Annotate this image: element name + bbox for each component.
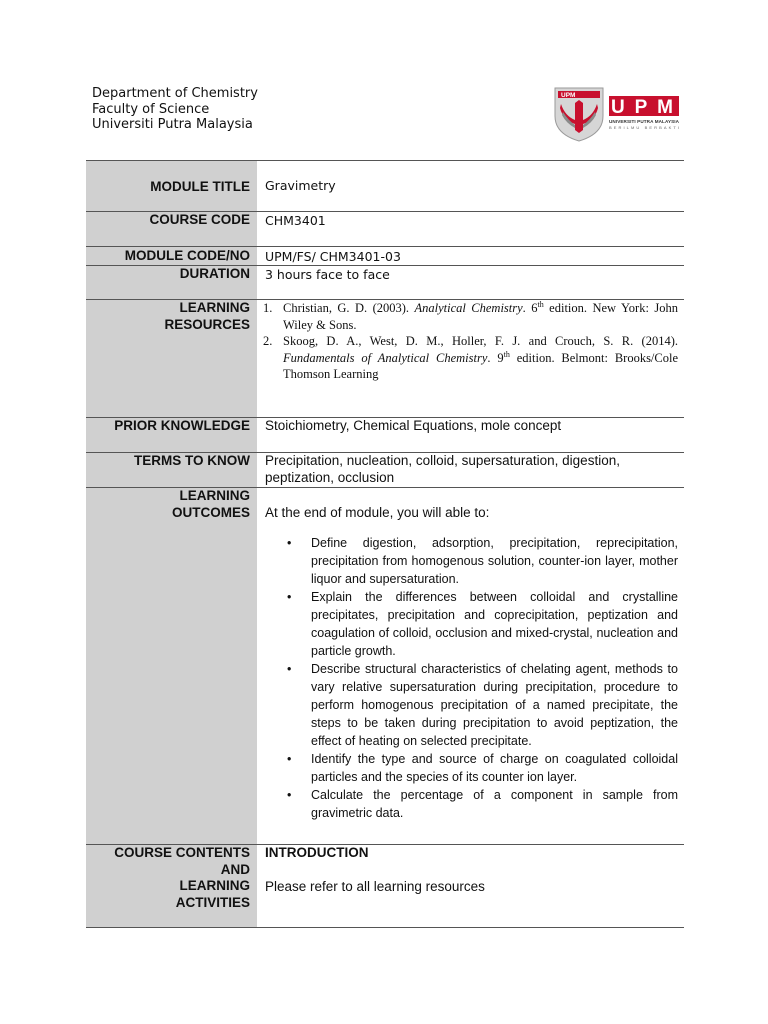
row-course-contents <box>86 845 684 928</box>
outcome-text: Describe structural characteristics of chelating agent, methods to vary relative supersaturation during precipitation, procedure to perform homogenous precipitation of a named precipitate, the steps to be taken during precipitation to avoid peptization, the effect of heating on selected precipitate. <box>311 661 678 748</box>
row-learning-outcomes <box>86 488 684 845</box>
course-contents-label-line2: AND <box>220 861 250 877</box>
reference-number: 1. <box>263 301 273 315</box>
row-course-code <box>86 212 684 247</box>
outcome-text: Identify the type and source of charge on coagulated colloidal particles and the species of its counter ion layer. <box>311 751 678 784</box>
course-contents-label <box>86 845 257 927</box>
duration-label: DURATION <box>86 266 257 299</box>
contents-text: Please refer to all learning resources <box>265 878 485 894</box>
course-contents-value <box>257 845 684 927</box>
course-contents-label-line1: COURSE CONTENTS <box>114 845 250 860</box>
module-title-value: Gravimetry <box>265 178 336 193</box>
learning-resources-label-line2: RESOURCES <box>164 316 250 332</box>
prior-knowledge-label: PRIOR KNOWLEDGE <box>86 418 257 452</box>
learning-outcomes-label-line2: OUTCOMES <box>171 504 250 520</box>
department-name: Department of Chemistry <box>92 86 258 101</box>
contents-heading: INTRODUCTION <box>265 845 369 860</box>
faculty-name: Faculty of Science <box>92 101 210 117</box>
reference-number: 2. <box>263 334 273 348</box>
course-contents-label-line3: LEARNING <box>179 878 250 893</box>
learning-outcomes-label-line1: LEARNING <box>179 488 250 503</box>
logo-wordmark: UPM <box>611 97 673 118</box>
outcome-item <box>265 534 678 588</box>
duration-value: 3 hours face to face <box>265 267 390 282</box>
row-terms-to-know <box>86 453 684 488</box>
module-title-label: MODULE TITLE <box>86 161 257 211</box>
course-code-label: COURSE CODE <box>86 212 257 246</box>
bullet-icon: • <box>287 661 292 676</box>
upm-logo-graphic <box>553 86 681 142</box>
learning-outcomes-value <box>257 488 684 844</box>
module-info-table <box>86 160 684 928</box>
department-header <box>92 86 258 133</box>
course-contents-label-line4: ACTIVITIES <box>175 894 250 910</box>
outcomes-intro: At the end of module, you will able to: <box>265 505 490 520</box>
outcome-item <box>265 588 678 660</box>
reference-text: Skoog, D. A., West, D. M., Holler, F. J. and Crouch, S. R. (2014). Fundamentals of Analytical Chemistry. 9th edition. Belmont: Brooks/Cole Thomson Learning <box>283 334 679 381</box>
reference-text: Christian, G. D. (2003). Analytical Chemistry. 6th edition. New York: John Wiley & Sons. <box>283 299 678 332</box>
reference-list <box>263 300 678 383</box>
bullet-icon: • <box>287 787 292 802</box>
row-module-title <box>86 161 684 212</box>
outcome-item <box>265 660 678 750</box>
row-module-code <box>86 247 684 266</box>
reference-item <box>263 333 678 383</box>
outcome-item <box>265 750 678 786</box>
logo-subtitle: UNIVERSITI PUTRA MALAYSIA <box>609 119 679 124</box>
terms-to-know-value: Precipitation, nucleation, colloid, supersaturation, digestion, peptization, occlusion <box>265 453 620 485</box>
logo-motto: BERILMU BERBAKTI <box>609 125 679 130</box>
upm-logo <box>553 86 681 142</box>
row-duration <box>86 266 684 300</box>
outcome-text: Calculate the percentage of a component in sample from gravimetric data. <box>311 787 678 820</box>
row-prior-knowledge <box>86 418 684 453</box>
reference-book-title: Analytical Chemistry <box>414 301 523 315</box>
terms-to-know-label: TERMS TO KNOW <box>86 453 257 487</box>
outcome-item <box>265 786 678 822</box>
learning-outcomes-label <box>86 488 257 844</box>
prior-knowledge-value: Stoichiometry, Chemical Equations, mole concept <box>265 418 562 433</box>
reference-book-title: Fundamentals of Analytical Chemistry <box>283 350 488 365</box>
university-name: Universiti Putra Malaysia <box>92 117 253 132</box>
learning-resources-label <box>86 300 257 417</box>
outcome-text: Define digestion, adsorption, precipitation, reprecipitation, precipitation from homogenous solution, counter-ion layer, mother liquor and supersaturation. <box>311 535 678 586</box>
reference-item <box>263 300 678 333</box>
learning-resources-label-line1: LEARNING <box>179 300 250 315</box>
outcomes-list <box>265 534 678 822</box>
module-code-label: MODULE CODE/NO <box>86 247 257 265</box>
outcome-text: Explain the differences between colloidal and crystalline precipitates, precipitation and coprecipitation, peptization and coagulation of colloid, occlusion and mixed-crystal, nucleation and particle growth. <box>311 589 678 658</box>
learning-resources-value <box>257 300 684 417</box>
shield-text: UPM <box>561 92 576 99</box>
module-code-value: UPM/FS/ CHM3401-03 <box>265 249 401 264</box>
bullet-icon: • <box>287 535 292 550</box>
bullet-icon: • <box>287 589 292 604</box>
row-learning-resources <box>86 300 684 418</box>
course-code-value: CHM3401 <box>265 213 326 228</box>
bullet-icon: • <box>287 751 292 766</box>
